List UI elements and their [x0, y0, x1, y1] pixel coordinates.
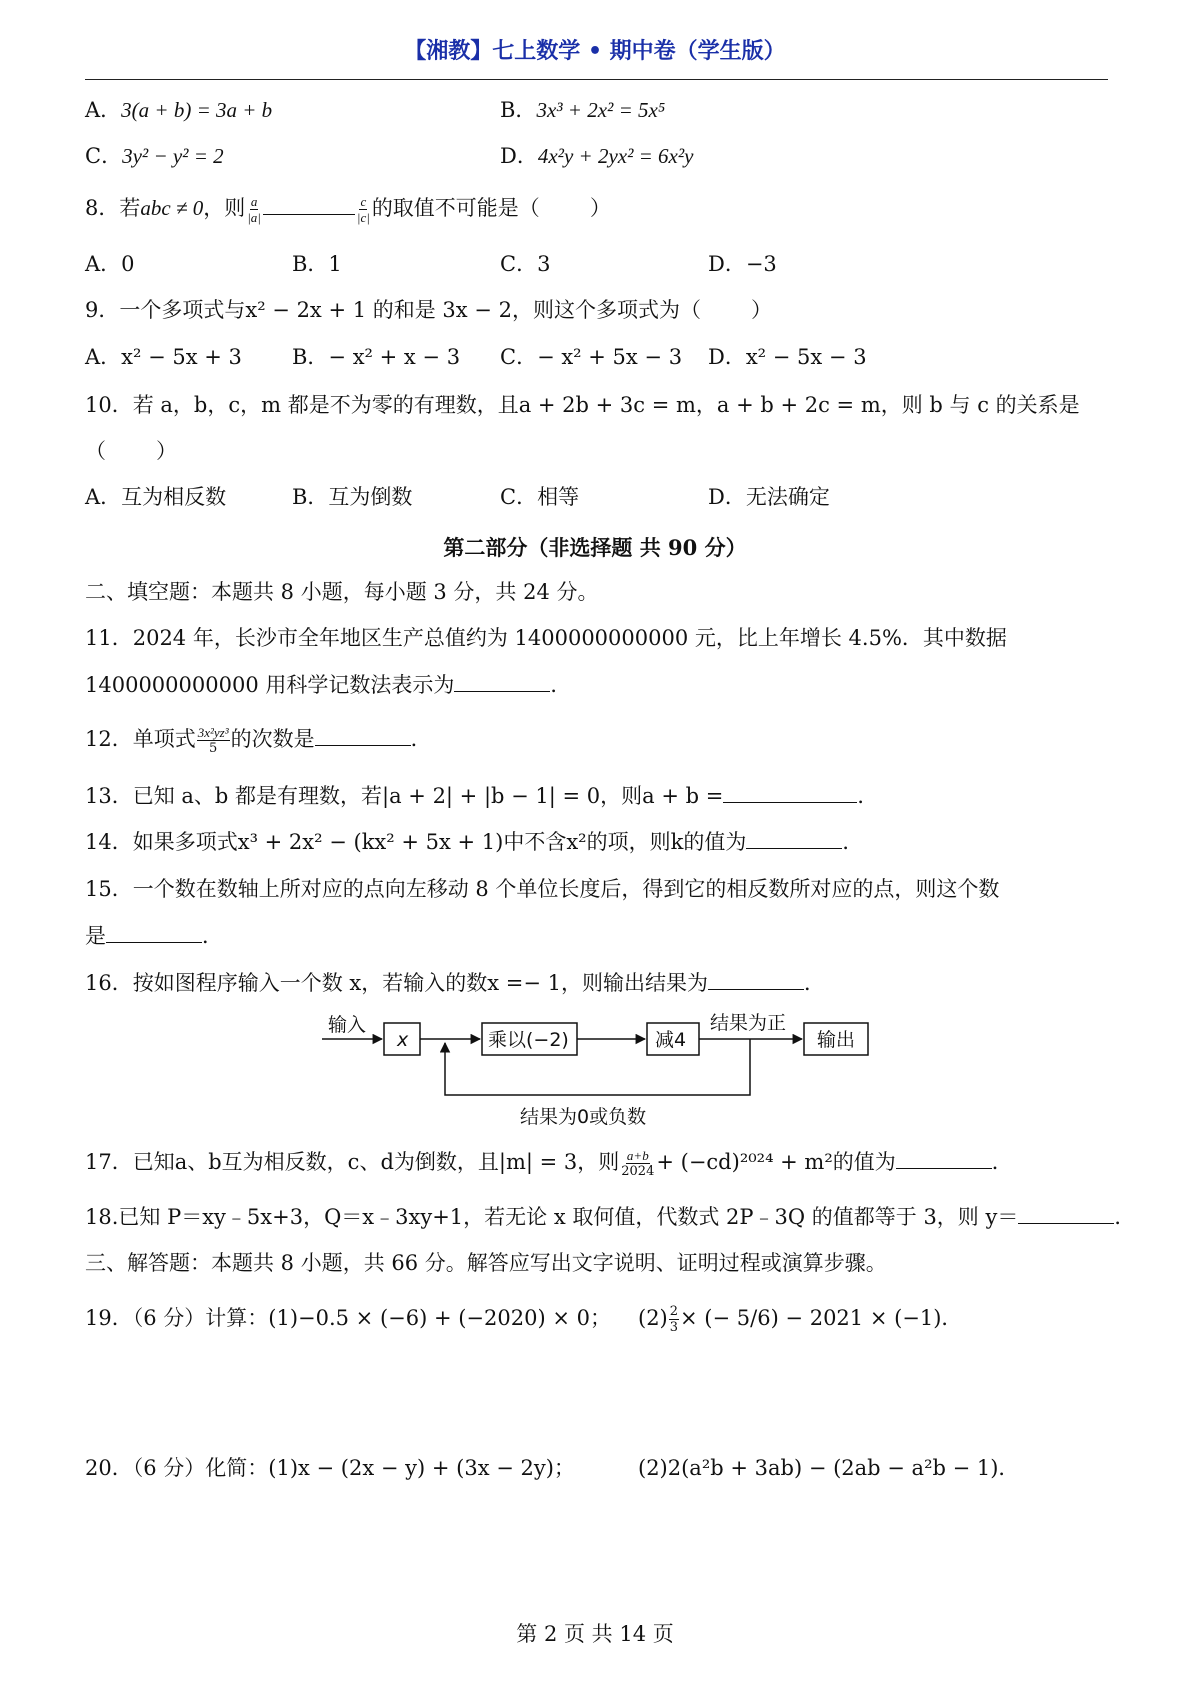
question-11-line2: 1400000000000 用科学记数法表示为 ． — [85, 673, 572, 697]
q9-option-b: B．− x² + x − 3 — [292, 345, 461, 369]
header-rule — [85, 79, 1108, 80]
page-header-title: 【湘教】七上数学 • 期中卷（学生版） — [404, 39, 786, 64]
q7-option-c: C．3y² − y² = 2 — [85, 144, 224, 168]
flow-box-multiply-label: 乘以(−2) — [488, 1029, 569, 1051]
fill-in-heading: 二、填空题：本题共 8 小题，每小题 3 分，共 24 分。 — [85, 580, 599, 604]
question-8: 8．若abc ≠ 0，则 $\frac{a}{|a|}$ $\frac{c}{|c|}$ 的取值不可能是（ ） — [85, 194, 611, 225]
q9-option-d: D．x² − 5x − 3 — [708, 345, 867, 369]
q10-paren: （ ） — [85, 439, 177, 463]
question-19-part2: (2) $\frac{2}{3}$ × (− 5/6) − 2021 × (−1)． — [638, 1304, 963, 1335]
question-15-line1: 15．一个数在数轴上所对应的点向左移动 8 个单位长度后，得到它的相反数所对应的点，则这个数 — [85, 877, 1000, 901]
part-two-title: 第二部分（非选择题 共 90 分） — [443, 535, 747, 560]
question-9: 9．一个多项式与x² − 2x + 1 的和是 3x − 2，则这个多项式为（ ） — [85, 298, 772, 322]
q9-option-a: A．x² − 5x + 3 — [85, 345, 242, 369]
q8-option-b: B．1 — [292, 252, 342, 276]
q7-option-d: D．4x²y + 2yx² = 6x²y — [500, 144, 694, 168]
question-12: 12．单项式 $\frac{\text{3x²yz³}}{5}$ 的次数是 ． — [85, 725, 432, 756]
q7-option-b: B．3x³ + 2x² = 5x⁵ — [500, 98, 666, 122]
q8-option-c: C．3 — [500, 252, 551, 276]
q10-option-a: A．互为相反数 — [85, 485, 227, 509]
question-13: 13．已知 a、b 都是有理数，若|a + 2| + |b − 1| = 0，则a + b = ． — [85, 784, 879, 808]
q8-option-a: A．0 — [85, 252, 135, 276]
q9-option-c: C．− x² + 5x − 3 — [500, 345, 683, 369]
flow-box-x-label: x — [397, 1029, 409, 1051]
q10-option-b: B．互为倒数 — [292, 485, 413, 509]
q7-option-a: A．3(a + b) = 3a + b — [85, 98, 273, 122]
question-20: 20．（6 分）化简：(1)x − (2x − y) + (3x − 2y)； — [85, 1456, 575, 1480]
question-19: 19．（6 分）计算：(1)−0.5 × (−6) + (−2020) × 0； — [85, 1306, 611, 1330]
question-20-part2: (2)2(a²b + 3ab) − (2ab − a²b − 1)． — [638, 1456, 1020, 1480]
q10-option-d: D．无法确定 — [708, 485, 830, 509]
page-footer: 第 2 页 共 14 页 — [516, 1622, 674, 1646]
flow-input-label: 输入 — [328, 1014, 367, 1036]
question-15-line2: 是 ． — [85, 924, 223, 948]
program-flowchart — [310, 1005, 880, 1135]
q10-option-c: C．相等 — [500, 485, 580, 509]
solve-heading: 三、解答题：本题共 8 小题，共 66 分。解答应写出文字说明、证明过程或演算步骤。 — [85, 1251, 887, 1275]
flow-loop-label: 结果为0或负数 — [520, 1106, 647, 1128]
question-17: 17．已知a、b互为相反数，c、d为倒数，且|m| = 3，则 $\frac{a+b}{2024}$ + (−cd)²⁰²⁴ + m²的值为 ． — [85, 1148, 1013, 1179]
q8-option-d: D．−3 — [708, 252, 777, 276]
question-16: 16．按如图程序输入一个数 x，若输入的数x =− 1，则输出结果为 ． — [85, 971, 825, 995]
question-11-line1: 11．2024 年，长沙市全年地区生产总值约为 1400000000000 元，比上年增长 4.5%．其中数据 — [85, 626, 1007, 650]
flow-box-subtract-label: 减4 — [655, 1029, 687, 1051]
flow-box-output-label: 输出 — [817, 1029, 856, 1051]
question-14: 14．如果多项式x³ + 2x² − (kx² + 5x + 1)中不含x²的项，则k的值为 ． — [85, 830, 864, 854]
flow-positive-label: 结果为正 — [710, 1012, 787, 1034]
question-18: 18.已知 P＝xy﹣5x+3，Q＝x﹣3xy+1，若无论 x 取何值，代数式 2P﹣3Q 的值都等于 3，则 y＝ ． — [85, 1205, 1136, 1229]
question-10: 10．若 a，b，c，m 都是不为零的有理数，且a + 2b + 3c = m，a + b + 2c = m，则 b 与 c 的关系是 — [85, 393, 1080, 417]
